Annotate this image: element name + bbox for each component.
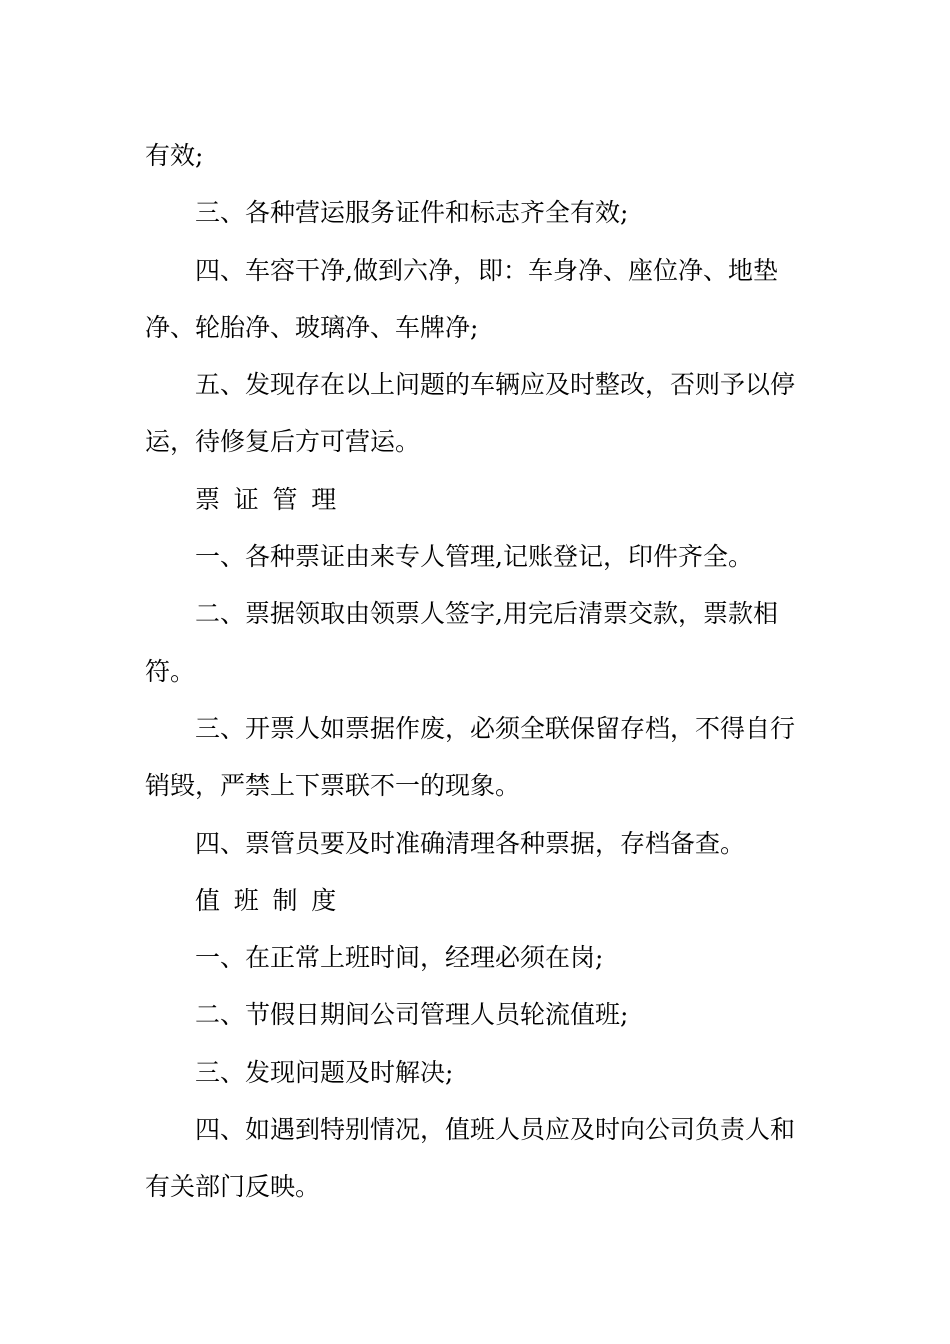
paragraph-ticket-1: 一、各种票证由来专人管理,记账登记，印件齐全。: [195, 542, 753, 572]
paragraph-ticket-4: 四、票管员要及时准确清理各种票据，存档备查。: [195, 828, 746, 858]
paragraph-continuation: 有效;: [145, 141, 204, 170]
section-heading-ticket-management: 票证管理: [195, 484, 351, 514]
paragraph-duty-3: 三、发现问题及时解决;: [195, 1057, 454, 1087]
paragraph-duty-2: 二、节假日期间公司管理人员轮流值班;: [195, 1000, 629, 1030]
paragraph-ticket-2: 二、票据领取由领票人签字,用完后清票交款，票款相符。: [145, 599, 778, 686]
paragraph-item-5: 五、发现存在以上问题的车辆应及时整改，否则予以停运，待修复后方可营运。: [145, 370, 796, 457]
paragraph-item-3: 三、各种营运服务证件和标志齐全有效;: [195, 198, 629, 228]
section-heading-duty-system: 值班制度: [195, 885, 351, 915]
paragraph-item-4: 四、车容干净,做到六净，即：车身净、座位净、地垫净、轮胎净、玻璃净、车牌净;: [145, 255, 778, 342]
document-body: [145, 127, 810, 1216]
paragraph-ticket-3: 三、开票人如票据作废，必须全联保留存档，不得自行销毁，严禁上下票联不一的现象。: [145, 713, 796, 801]
paragraph-duty-1: 一、在正常上班时间，经理必须在岗;: [195, 943, 604, 973]
paragraph-duty-4: 四、如遇到特别情况，值班人员应及时向公司负责人和有关部门反映。: [145, 1115, 796, 1202]
